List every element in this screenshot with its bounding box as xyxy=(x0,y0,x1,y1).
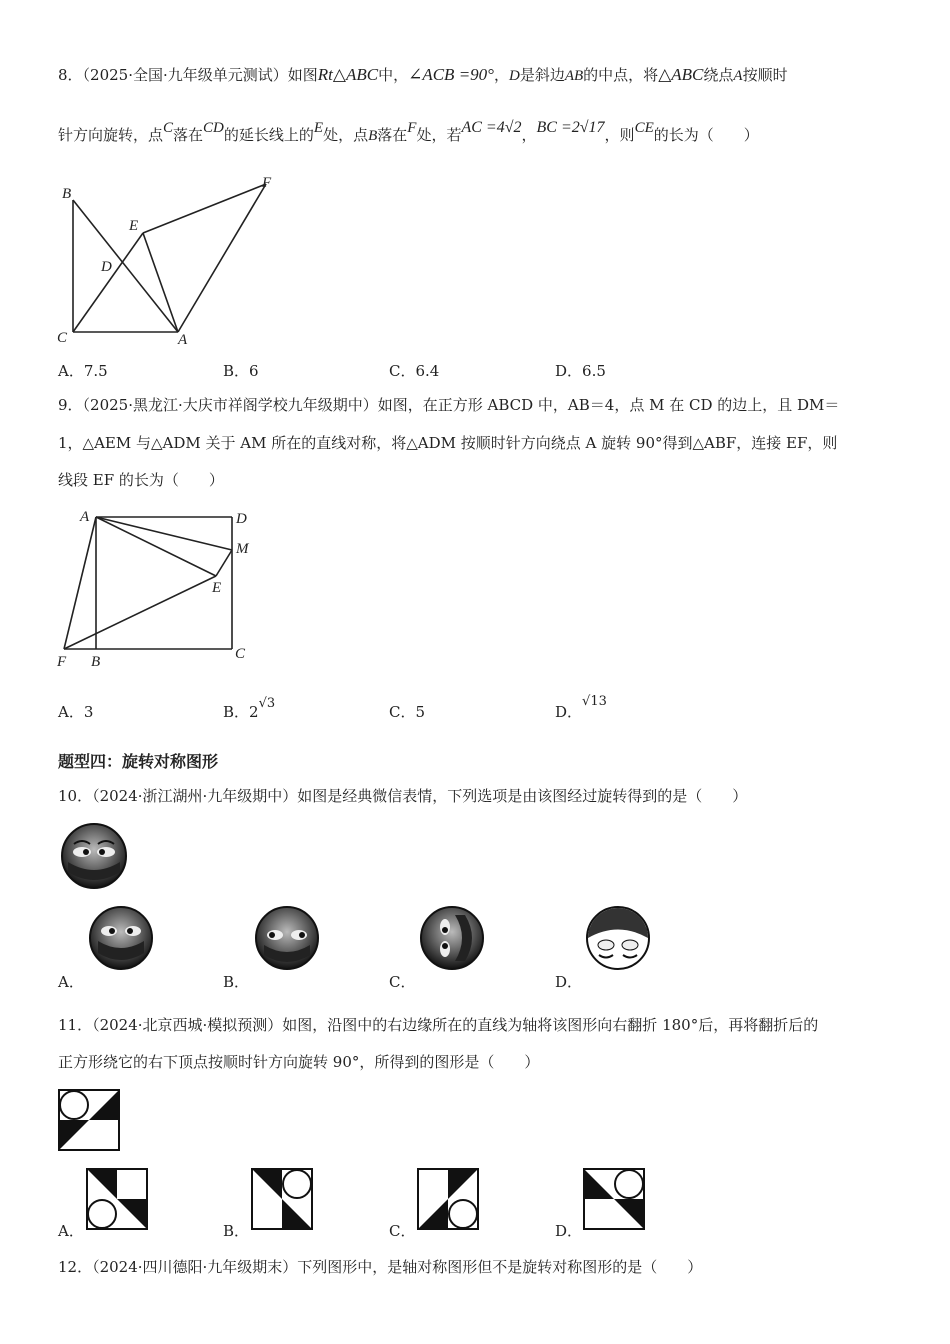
segment-fa xyxy=(178,184,266,332)
q10-option-a-emoji[interactable] xyxy=(88,905,154,971)
q11-line1: 11．（2024·北京西城·模拟预测）如图，沿图中的右边缘所在的直线为轴将该图形向右翻折 180°后，再将翻折后的 xyxy=(58,1016,819,1034)
segment-ba xyxy=(73,200,178,332)
q10-option-b-emoji[interactable] xyxy=(254,905,320,971)
q11-option-b-figure[interactable] xyxy=(251,1168,313,1230)
segment-ae xyxy=(96,517,216,576)
q11-option-c[interactable]: C． xyxy=(389,1222,416,1240)
q8-figure xyxy=(50,170,290,350)
label-e: E xyxy=(129,218,139,234)
label-a: A xyxy=(80,509,90,525)
q10-option-a[interactable]: A． xyxy=(58,973,84,991)
q12-text: 12．（2024·四川德阳·九年级期末）下列图形中，是轴对称图形但不是旋转对称图形的是（ ） xyxy=(58,1258,703,1276)
q9-figure xyxy=(50,503,270,673)
q11-option-a[interactable]: A． xyxy=(58,1222,84,1240)
segment-fe xyxy=(64,576,216,649)
q9-line1: 9．（2025·黑龙江·大庆市祥阁学校九年级期中）如图，在正方形 ABCD 中，AB＝4，点 M 在 CD 的边上，且 DM＝ xyxy=(58,396,840,414)
q11-line2: 正方形绕它的右下顶点按顺时针方向旋转 90°，所得到的图形是（ ） xyxy=(58,1053,540,1071)
q11-option-b[interactable]: B． xyxy=(223,1222,250,1240)
q10-reference-emoji xyxy=(60,822,128,890)
q8-line2: 针方向旋转，点C落在CD的延长线上的E处，点B落在F处，若AC =4√2，BC =2√17，则CE的长为（ ） xyxy=(58,119,759,144)
q11-reference-figure xyxy=(58,1089,120,1151)
q9-line2: 1，△AEM 与△ADM 关于 AM 所在的直线对称，将△ADM 按顺时针方向绕点 A 旋转 90°得到△ABF，连接 EF，则 xyxy=(58,434,838,452)
q10-option-b[interactable]: B． xyxy=(223,973,250,991)
q8-option-c[interactable]: C．6.4 xyxy=(389,362,440,380)
q10-option-d-emoji[interactable] xyxy=(585,905,651,971)
segment-ce xyxy=(73,233,143,332)
label-d: D xyxy=(236,511,247,527)
q10-text: 10．（2024·浙江湖州·九年级期中）如图是经典微信表情，下列选项是由该图经过旋转得到的是（ ） xyxy=(58,787,748,805)
q8-option-b[interactable]: B．6 xyxy=(223,362,259,380)
label-b: B xyxy=(62,186,72,202)
q11-option-d[interactable]: D． xyxy=(555,1222,583,1240)
q10-option-c[interactable]: C． xyxy=(389,973,416,991)
q8-option-a[interactable]: A．7.5 xyxy=(58,362,108,380)
q10-option-c-emoji[interactable] xyxy=(419,905,485,971)
q8-option-d[interactable]: D．6.5 xyxy=(555,362,606,380)
q9-line3: 线段 EF 的长为（ ） xyxy=(58,471,224,489)
label-d: D xyxy=(101,259,112,275)
q11-option-a-figure[interactable] xyxy=(86,1168,148,1230)
label-f: F xyxy=(57,654,67,670)
q11-option-d-figure[interactable] xyxy=(583,1168,645,1230)
q8-line1: 8．（2025·全国·九年级单元测试）如图Rt△ABC中，∠ACB =90°，D是斜边AB的中点，将△ABC绕点A按顺时 xyxy=(58,65,788,84)
segment-af xyxy=(64,517,96,649)
label-a: A xyxy=(178,332,188,348)
segment-ef xyxy=(143,184,266,233)
q9-option-d[interactable]: D．√13 xyxy=(555,694,607,721)
label-c: C xyxy=(57,330,68,346)
label-e: E xyxy=(212,580,222,596)
q9-option-c[interactable]: C．5 xyxy=(389,703,426,721)
label-b: B xyxy=(91,654,101,670)
segment-em xyxy=(216,550,232,576)
label-c: C xyxy=(235,646,246,662)
label-f: F xyxy=(262,175,272,191)
section-heading: 题型四：旋转对称图形 xyxy=(58,752,219,771)
q11-option-c-figure[interactable] xyxy=(417,1168,479,1230)
segment-ea xyxy=(143,233,178,332)
q10-option-d[interactable]: D． xyxy=(555,973,583,991)
q9-option-a[interactable]: A．3 xyxy=(58,703,94,721)
segment-am xyxy=(96,517,232,550)
q9-option-b[interactable]: B．2√3 xyxy=(223,696,276,721)
label-m: M xyxy=(236,541,249,557)
